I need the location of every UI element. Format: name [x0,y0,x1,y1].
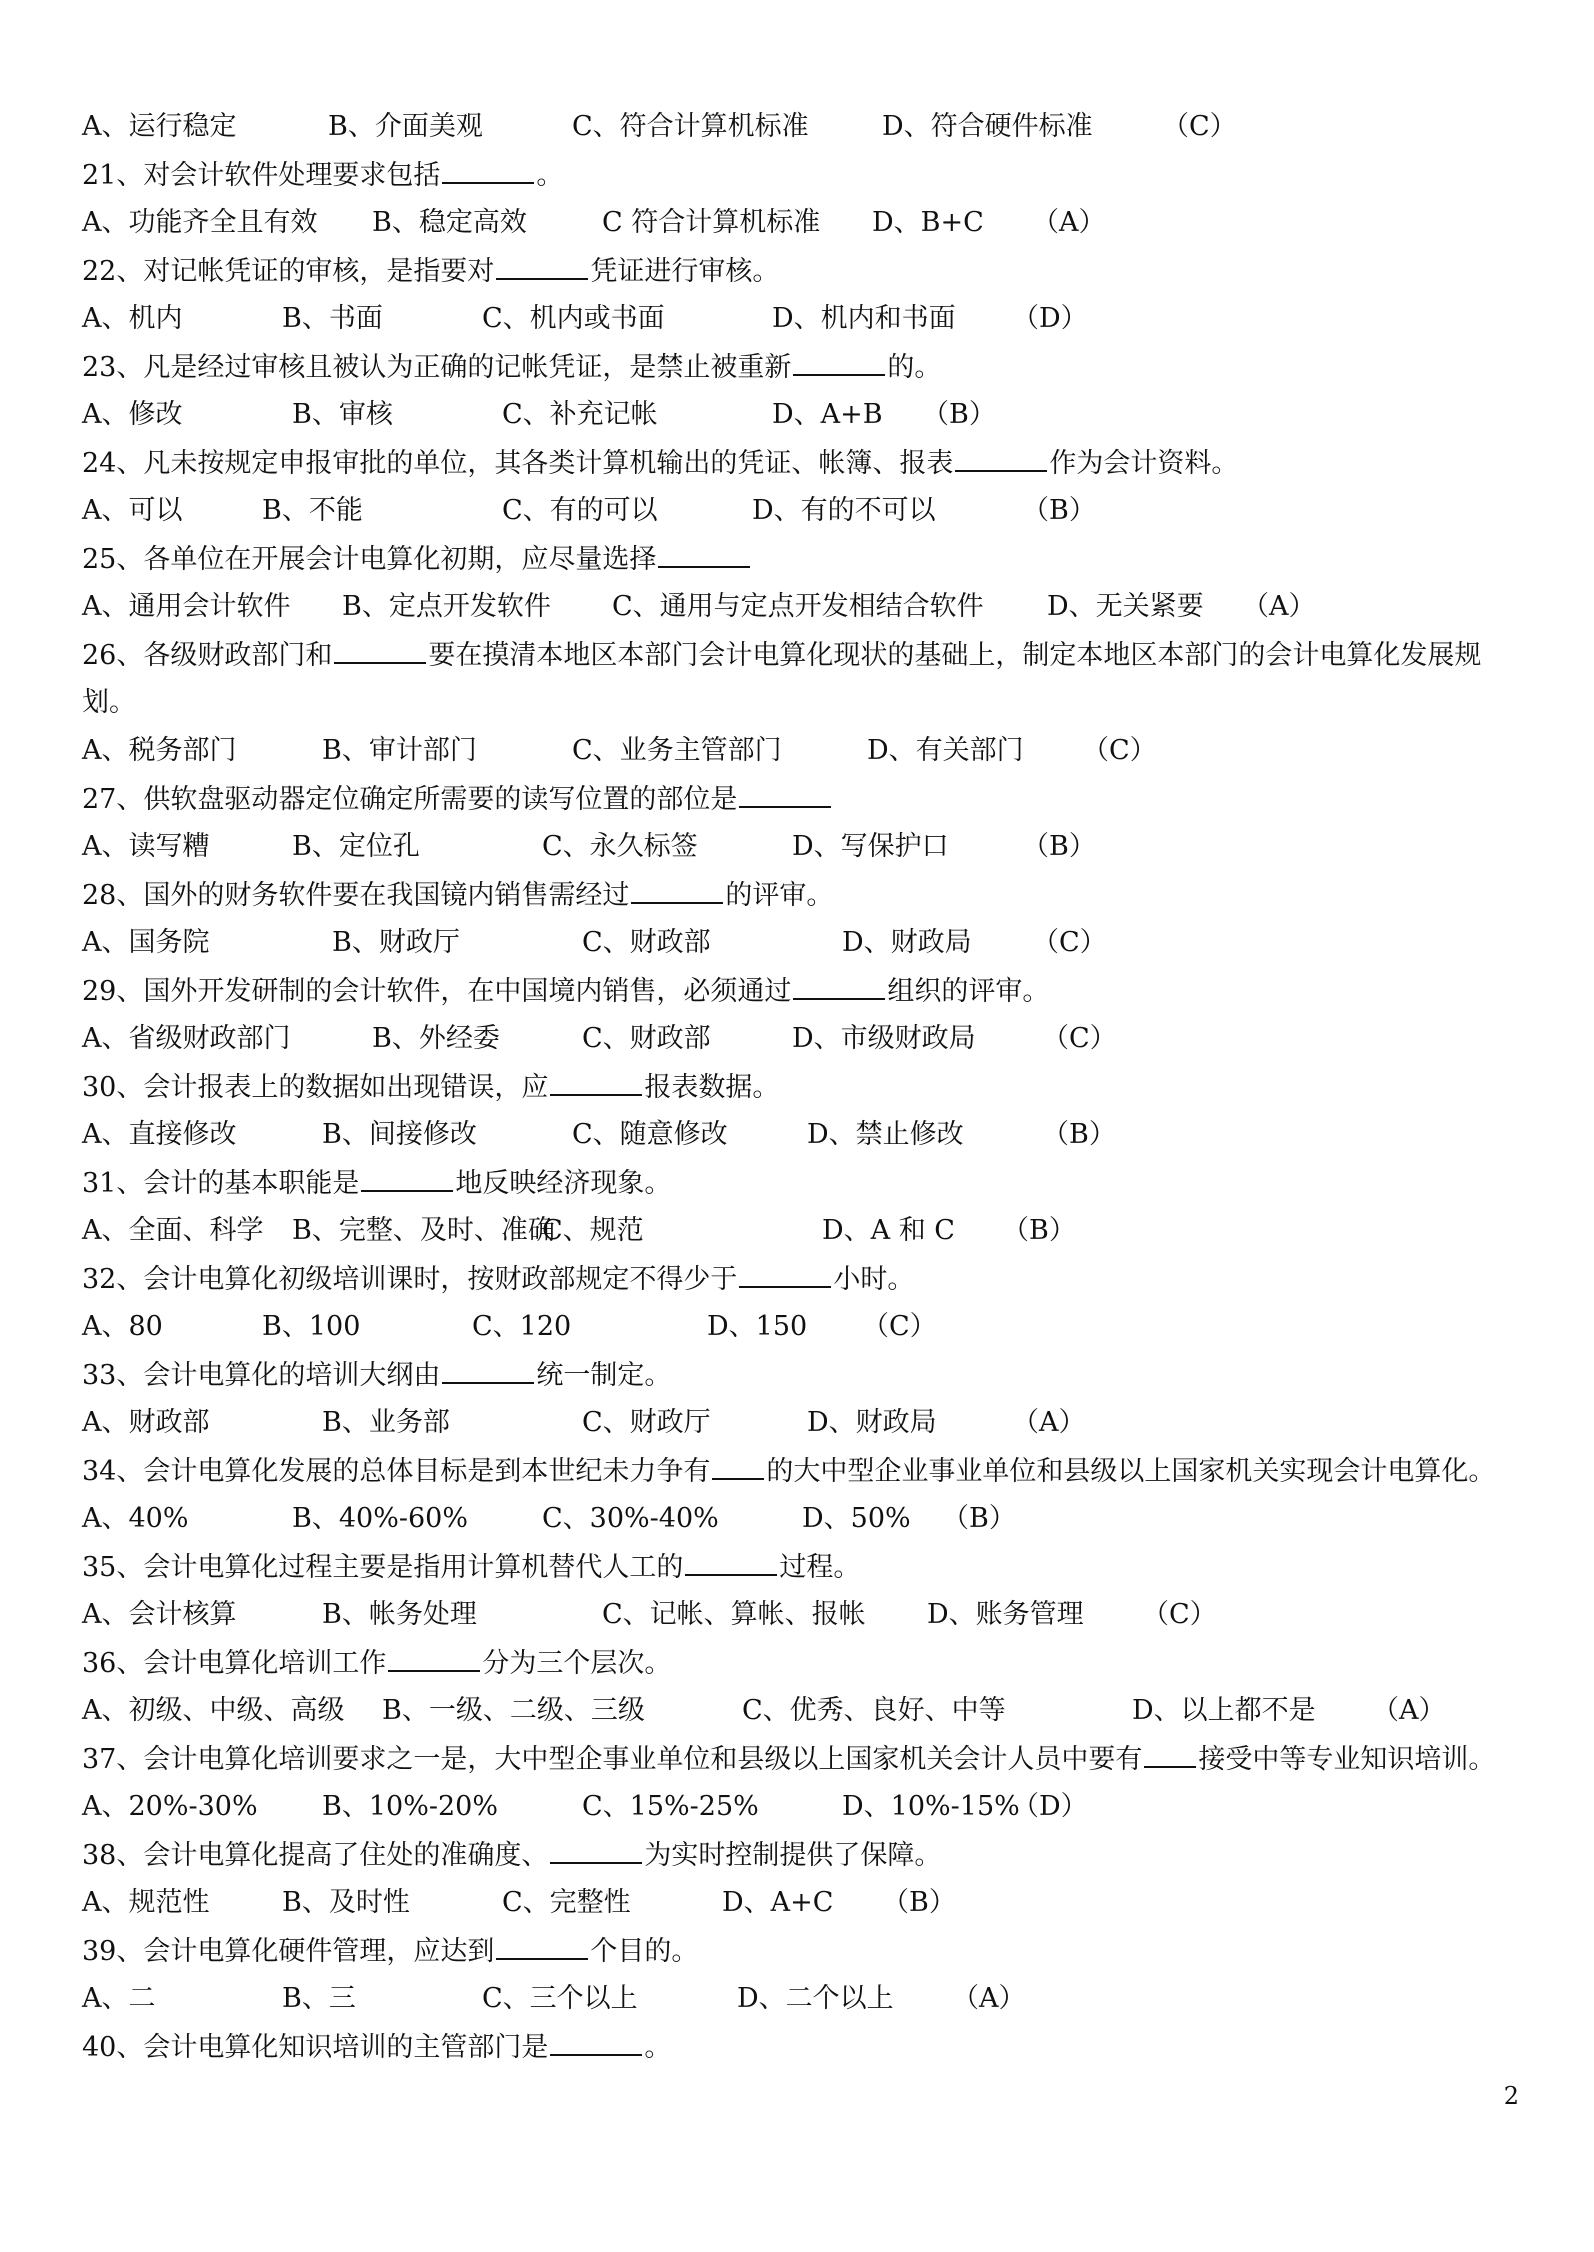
option-C: C、财政厅 [582,1407,711,1438]
option-C: C、15%-25% [582,1791,759,1822]
question-text-after: 的。 [887,352,942,383]
option-D: D、A+B [772,399,883,430]
option-C: C、财政部 [582,927,711,958]
option-B: B、帐务处理 [322,1599,477,1630]
answer-blank[interactable] [685,1544,777,1576]
question-text-after: 。 [536,160,564,191]
option-D: D、财政局 [842,927,972,958]
question-text-after: 组织的评审。 [887,976,1050,1007]
option-A: A、初级、中级、高级 [82,1695,345,1726]
option-B: B、审计部门 [322,735,477,766]
question-21-options [82,200,1534,246]
option-C: C、有的可以 [502,495,658,526]
question-text: 34、会计电算化发展的总体目标是到本世纪未力争有 [82,1456,711,1487]
question-35 [82,1544,1534,1590]
question-text-after: 的评审。 [725,880,834,911]
option-C: C、30%-40% [542,1503,719,1534]
question-30-options [82,1112,1534,1158]
question-35-options [82,1592,1534,1638]
option-B: B、审核 [292,399,393,430]
option-D: D、符合硬件标准 [882,111,1093,142]
question-text: 33、会计电算化的培训大纲由 [82,1360,441,1391]
option-C: C 符合计算机标准 [602,207,821,238]
answer-blank[interactable] [550,2024,642,2056]
answer-key: （C） [1032,927,1107,958]
answer-key: （B） [942,1503,1016,1534]
option-B: B、书面 [282,303,383,334]
answer-blank[interactable] [739,776,831,808]
answer-blank[interactable] [334,632,426,664]
option-A: A、机内 [82,303,183,334]
question-text-after: 接受中等专业知识培训。 [1198,1744,1496,1775]
answer-key: （C） [862,1311,937,1342]
option-D: D、写保护口 [792,831,949,862]
question-25 [82,536,1534,582]
option-C: C、补充记帐 [502,399,658,430]
question-text: 22、对记帐凭证的审核，是指要对 [82,256,495,287]
option-A: A、修改 [82,399,183,430]
option-B: B、不能 [262,495,363,526]
question-24 [82,440,1534,486]
option-B: B、定点开发软件 [342,591,551,622]
option-B: B、间接修改 [322,1119,477,1150]
question-29 [82,968,1534,1014]
option-B: B、定位孔 [292,831,420,862]
option-C: C、完整性 [502,1887,631,1918]
option-D: D、以上都不是 [1132,1695,1316,1726]
question-text: 35、会计电算化过程主要是指用计算机替代人工的 [82,1552,684,1583]
option-A: A、财政部 [82,1407,210,1438]
question-26-continuation: 划。 [82,687,136,718]
option-B: B、10%-20% [322,1791,498,1822]
option-D: D、二个以上 [737,1983,894,2014]
answer-blank[interactable] [1144,1736,1196,1768]
question-text-after: 小时。 [833,1264,915,1295]
option-C: C、规范 [542,1215,644,1246]
option-D: D、无关紧要 [1047,591,1204,622]
option-A: A、通用会计软件 [82,591,291,622]
option-D: D、150 [707,1311,808,1342]
answer-key: （B） [1002,1215,1076,1246]
option-C: C、永久标签 [542,831,698,862]
option-B: B、业务部 [322,1407,450,1438]
option-A: A、二 [82,1983,156,2014]
question-text: 26、各级财政部门和 [82,640,333,671]
question-39-options [82,1976,1534,2022]
option-A: A、规范性 [82,1887,210,1918]
question-text-after: 作为会计资料。 [1049,448,1239,479]
question-text-after: 报表数据。 [644,1072,780,1103]
answer-key: （C） [1082,735,1157,766]
option-B: B、及时性 [282,1887,410,1918]
question-28 [82,872,1534,918]
answer-key: （D） [1012,303,1088,334]
option-B: B、外经委 [372,1023,500,1054]
question-30 [82,1064,1534,1110]
answer-blank[interactable] [793,344,885,376]
option-A: A、国务院 [82,927,210,958]
answer-blank[interactable] [658,536,750,568]
option-B: B、财政厅 [332,927,460,958]
option-D: D、禁止修改 [807,1119,964,1150]
question-text-after: 地反映经济现象。 [455,1168,672,1199]
answer-key: （C） [1142,1599,1217,1630]
question-text-after: 为实时控制提供了保障。 [644,1840,942,1871]
q20-options [82,104,1534,150]
question-32 [82,1256,1534,1302]
option-C: C、通用与定点开发相结合软件 [612,591,984,622]
option-B: B、介面美观 [328,111,483,142]
question-37-options [82,1784,1534,1830]
question-text: 21、对会计软件处理要求包括 [82,160,441,191]
option-D: D、有的不可以 [752,495,936,526]
option-D: D、B+C [872,207,984,238]
option-D: D、10%-15% [842,1791,1020,1822]
answer-blank[interactable] [712,1448,764,1480]
question-40 [82,2024,1534,2070]
option-A: A、税务部门 [82,735,237,766]
question-33 [82,1352,1534,1398]
question-text: 24、凡未按规定申报审批的单位，其各类计算机输出的凭证、帐簿、报表 [82,448,954,479]
answer-key: （D） [1012,1791,1088,1822]
option-B: B、完整、及时、准确 [292,1215,555,1246]
option-D: D、市级财政局 [792,1023,976,1054]
question-37 [82,1736,1534,1782]
option-C: C、机内或书面 [482,303,665,334]
answer-key: （A） [1242,591,1316,622]
answer-key: （A） [1032,207,1106,238]
option-D: D、50% [802,1503,911,1534]
option-A: A、80 [82,1311,163,1342]
answer-blank[interactable] [496,248,588,280]
answer-key: （B） [1042,1119,1116,1150]
question-36 [82,1640,1534,1686]
answer-blank[interactable] [388,1640,480,1672]
question-text-after: 分为三个层次。 [482,1648,672,1679]
option-D: D、财政局 [807,1407,937,1438]
option-C: C、财政部 [582,1023,711,1054]
question-32-options [82,1304,1534,1350]
option-C: C、三个以上 [482,1983,638,2014]
question-27-options [82,824,1534,870]
option-A: A、运行稳定 [82,111,237,142]
answer-key: （B） [882,1887,956,1918]
option-D: D、账务管理 [927,1599,1084,1630]
question-29-options [82,1016,1534,1062]
answer-key: （B） [922,399,996,430]
answer-blank[interactable] [739,1256,831,1288]
option-B: B、100 [262,1311,361,1342]
option-D: D、机内和书面 [772,303,956,334]
question-33-options [82,1400,1534,1446]
question-22-options [82,296,1534,342]
option-A: A、读写糟 [82,831,210,862]
option-A: A、功能齐全且有效 [82,207,318,238]
question-text-after: 过程。 [779,1552,861,1583]
question-text-after: 统一制定。 [536,1360,672,1391]
question-text: 36、会计电算化培训工作 [82,1648,387,1679]
question-text: 32、会计电算化初级培训课时，按财政部规定不得少于 [82,1264,738,1295]
option-D: D、A+C [722,1887,834,1918]
question-27 [82,776,1534,822]
answer-key: （C） [1162,111,1237,142]
question-34 [82,1448,1534,1494]
question-26-options [82,728,1534,774]
answer-blank[interactable] [496,1928,588,1960]
question-text: 25、各单位在开展会计电算化初期，应尽量选择 [82,544,657,575]
option-C: C、业务主管部门 [572,735,782,766]
question-text-after: 。 [644,2032,672,2063]
answer-key: （C） [1042,1023,1117,1054]
answer-key: （A） [1012,1407,1086,1438]
question-28-options [82,920,1534,966]
option-D: D、有关部门 [867,735,1024,766]
question-text: 31、会计的基本职能是 [82,1168,360,1199]
question-24-options [82,488,1534,534]
question-text-after: 个目的。 [590,1936,699,1967]
question-text: 30、会计报表上的数据如出现错误，应 [82,1072,549,1103]
option-B: B、一级、二级、三级 [382,1695,645,1726]
question-text: 27、供软盘驱动器定位确定所需要的读写位置的部位是 [82,784,738,815]
option-C: C、120 [472,1311,572,1342]
question-31 [82,1160,1534,1206]
question-text: 38、会计电算化提高了住处的准确度、 [82,1840,549,1871]
question-text: 29、国外开发研制的会计软件，在中国境内销售，必须通过 [82,976,792,1007]
question-text: 39、会计电算化硬件管理，应达到 [82,1936,495,1967]
option-B: B、40%-60% [292,1503,468,1534]
option-C: C、随意修改 [572,1119,728,1150]
answer-blank[interactable] [793,968,885,1000]
option-A: A、20%-30% [82,1791,258,1822]
question-text-after: 要在摸清本地区本部门会计电算化现状的基础上，制定本地区本部门的会计电算化发展规 [428,640,1482,671]
answer-blank[interactable] [955,440,1047,472]
question-31-options [82,1208,1534,1254]
question-25-options [82,584,1534,630]
option-A: A、全面、科学 [82,1215,264,1246]
question-36-options [82,1688,1534,1734]
question-34-options [82,1496,1534,1542]
option-A: A、直接修改 [82,1119,237,1150]
question-39 [82,1928,1534,1974]
option-A: A、会计核算 [82,1599,237,1630]
question-38-options [82,1880,1534,1926]
answer-key: （A） [952,1983,1026,2014]
question-21 [82,152,1534,198]
question-text: 37、会计电算化培训要求之一是，大中型企事业单位和县级以上国家机关会计人员中要有 [82,1744,1143,1775]
answer-blank[interactable] [550,1832,642,1864]
question-text-after: 凭证进行审核。 [590,256,780,287]
answer-blank[interactable] [361,1160,453,1192]
answer-blank[interactable] [442,152,534,184]
option-C: C、记帐、算帐、报帐 [602,1599,866,1630]
answer-blank[interactable] [631,872,723,904]
answer-key: （B） [1022,495,1096,526]
question-23-options [82,392,1534,438]
question-38 [82,1832,1534,1878]
question-22 [82,248,1534,294]
option-B: B、稳定高效 [372,207,527,238]
question-text-after: 的大中型企业事业单位和县级以上国家机关实现会计电算化。 [766,1456,1496,1487]
option-A: A、省级财政部门 [82,1023,291,1054]
answer-blank[interactable] [442,1352,534,1384]
question-23 [82,344,1534,390]
option-A: A、40% [82,1503,189,1534]
question-text: 40、会计电算化知识培训的主管部门是 [82,2032,549,2063]
question-text: 23、凡是经过审核且被认为正确的记帐凭证，是禁止被重新 [82,352,792,383]
option-C: C、符合计算机标准 [572,111,809,142]
page-number: 2 [1503,2082,1519,2110]
option-A: A、可以 [82,495,183,526]
option-D: D、A 和 C [822,1215,955,1246]
option-B: B、三 [282,1983,356,2014]
question-26 [82,632,1534,678]
answer-key: （A） [1372,1695,1446,1726]
answer-blank[interactable] [550,1064,642,1096]
option-C: C、优秀、良好、中等 [742,1695,1006,1726]
answer-key: （B） [1022,831,1096,862]
question-text: 28、国外的财务软件要在我国镜内销售需经过 [82,880,630,911]
